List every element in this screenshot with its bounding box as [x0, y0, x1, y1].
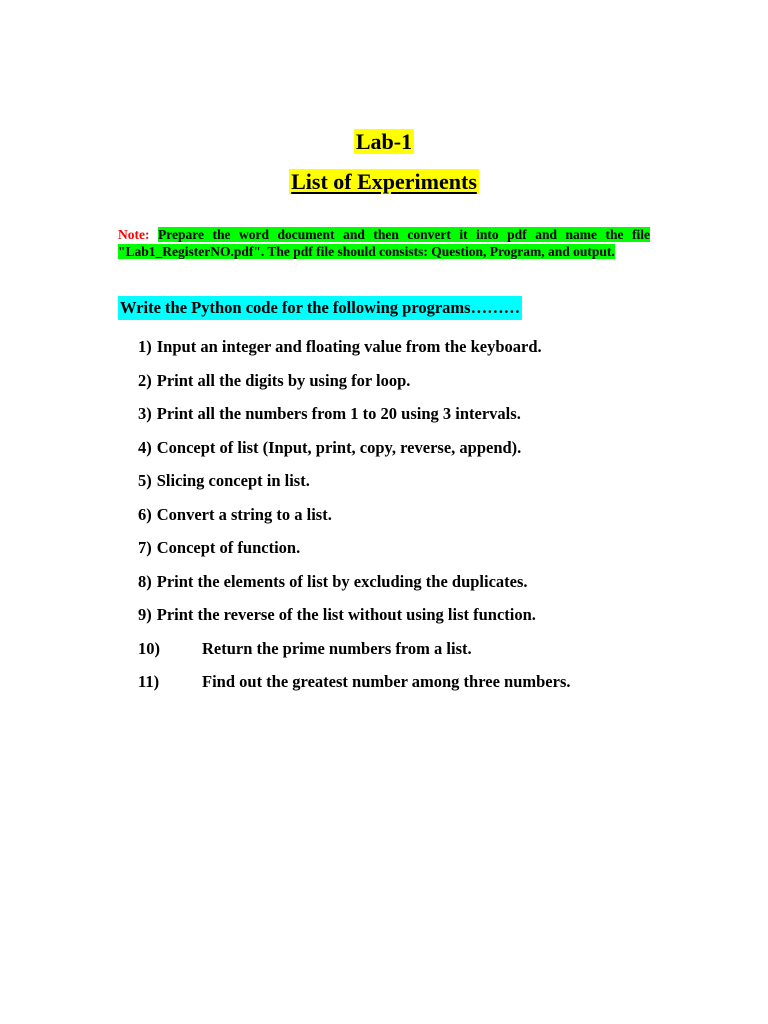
list-item-number: 5): [138, 471, 152, 490]
list-item-number: 10): [138, 638, 160, 658]
lab-title: [0, 129, 768, 155]
list-item-text: Print the reverse of the list without using list function.: [156, 605, 536, 624]
list-item: [138, 603, 571, 637]
list-item-text: Print all the digits by using for loop.: [156, 370, 411, 390]
list-item-number: 2): [138, 370, 152, 390]
list-item-number: 6): [138, 504, 152, 524]
list-item-text: Concept of function.: [156, 538, 301, 557]
list-item-number: 8): [138, 571, 152, 591]
list-item: [138, 369, 571, 403]
experiment-list: [138, 335, 571, 704]
note-text: Prepare the word document and then convert it into pdf and name the file "Lab1_RegisterNO.pdf". The pdf file should consists: Question, Program, and output.: [118, 227, 650, 259]
list-item-number: 7): [138, 538, 152, 557]
list-item-text: Print all the numbers from 1 to 20 using 3 intervals.: [156, 404, 521, 423]
note-paragraph: [118, 226, 650, 260]
list-item-text: Print the elements of list by excluding the duplicates.: [156, 571, 528, 591]
list-item-number: 3): [138, 404, 152, 423]
list-item: [138, 570, 571, 604]
list-item: [138, 469, 571, 503]
list-item: [138, 335, 571, 369]
list-item: [138, 637, 571, 671]
list-item: [138, 536, 571, 570]
list-item-text: Return the prime numbers from a list.: [202, 638, 472, 658]
lab-title-text: Lab-1: [355, 129, 413, 154]
note-label: Note:: [118, 227, 150, 242]
list-item-text: Convert a string to a list.: [156, 504, 332, 524]
list-item-number: 11): [138, 672, 160, 691]
list-item-text: Concept of list (Input, print, copy, reverse, append).: [156, 437, 522, 457]
list-title: [0, 168, 768, 196]
list-item-text: Input an integer and floating value from the keyboard.: [156, 337, 542, 356]
list-item: [138, 436, 571, 470]
list-item-text: Find out the greatest number among three numbers.: [202, 672, 571, 691]
instruction-heading: Write the Python code for the following programs………: [118, 296, 522, 320]
list-item-number: 1): [138, 337, 152, 356]
list-item-text: Slicing concept in list.: [156, 471, 310, 490]
list-item-number: 4): [138, 437, 152, 457]
list-item: [138, 503, 571, 537]
list-item: [138, 402, 571, 436]
list-item: [138, 670, 571, 704]
list-title-text: List of Experiments: [291, 169, 477, 194]
list-item-number: 9): [138, 605, 152, 624]
